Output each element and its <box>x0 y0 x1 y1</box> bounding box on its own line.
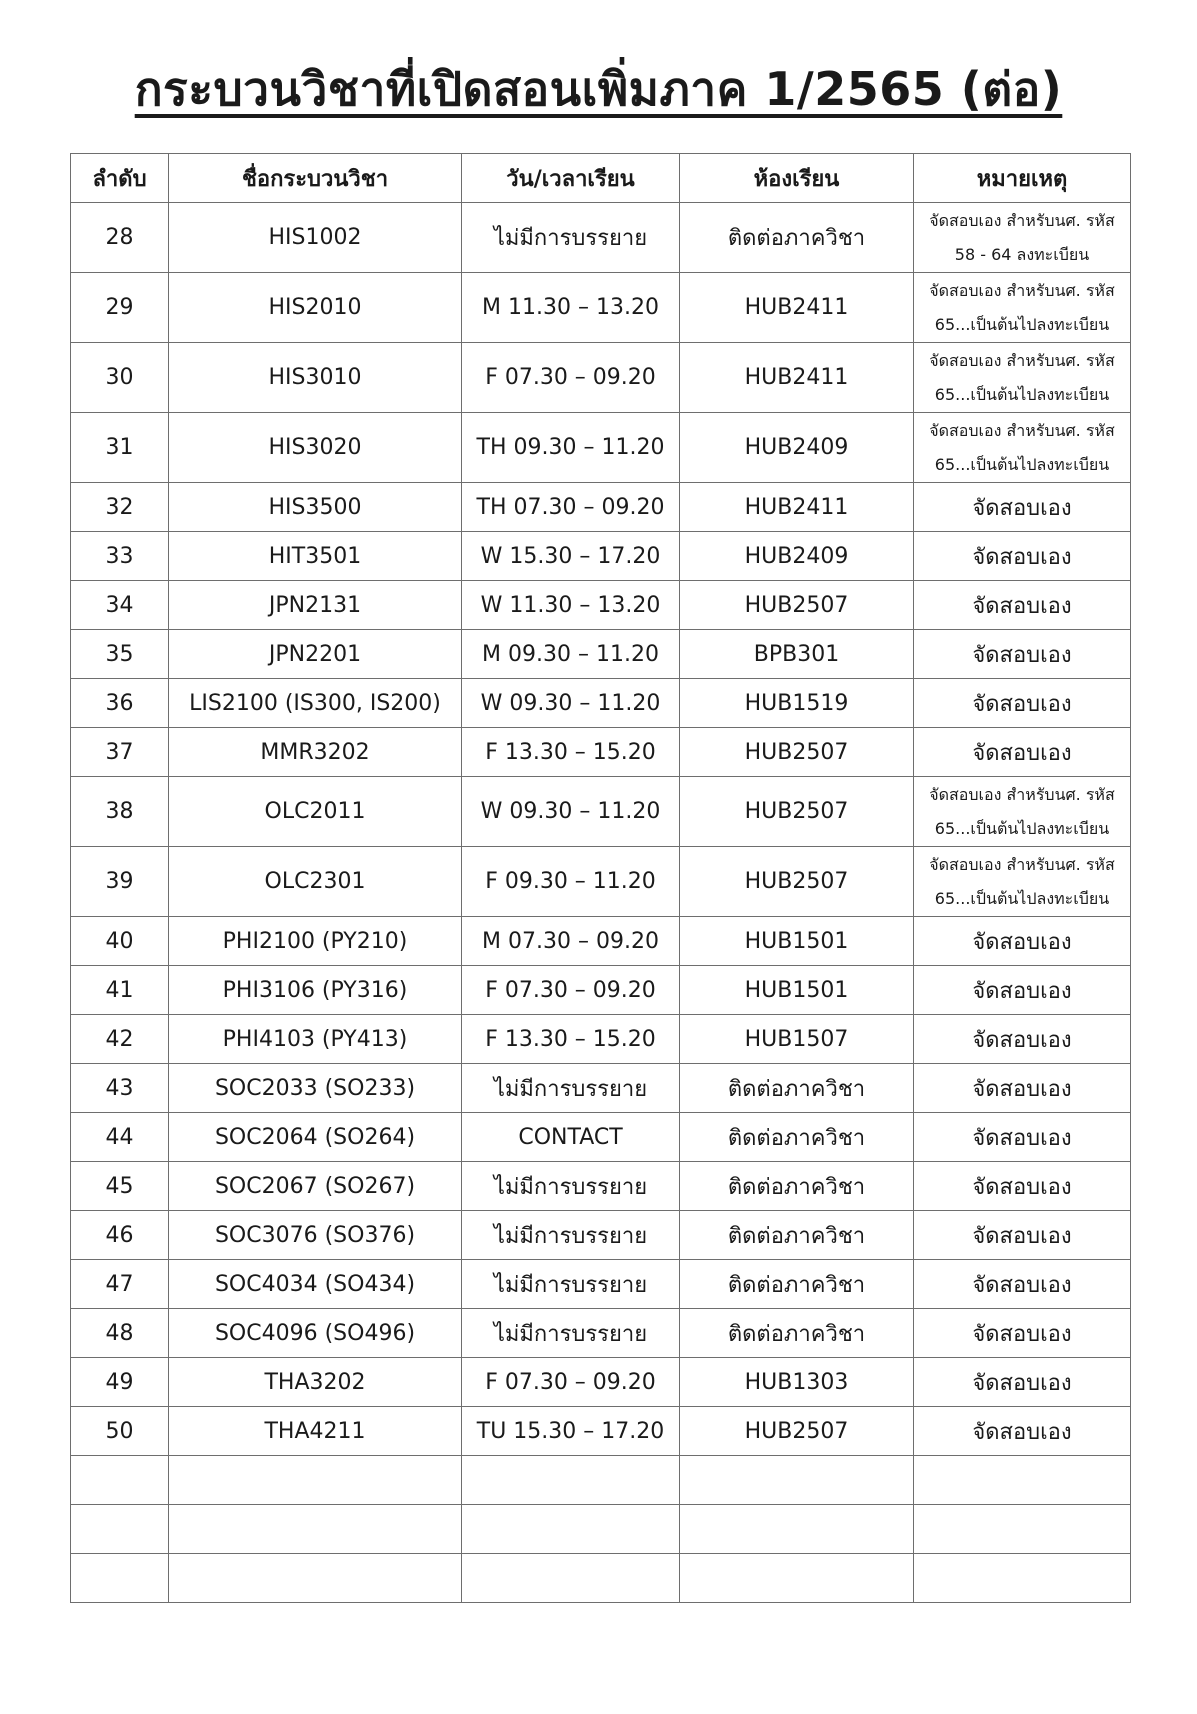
row-order-cell: 36 <box>71 679 169 728</box>
row-room-cell: HUB1303 <box>680 1358 914 1407</box>
row-time-cell: W 09.30 – 11.20 <box>462 777 680 847</box>
row-time-cell: M 09.30 – 11.20 <box>462 630 680 679</box>
row-order-cell: 30 <box>71 343 169 413</box>
table-row <box>71 1211 1131 1260</box>
table-row <box>71 966 1131 1015</box>
row-room-cell: HUB1501 <box>680 917 914 966</box>
table-row <box>71 343 1131 413</box>
row-time-cell: CONTACT <box>462 1113 680 1162</box>
header-day-time: วัน/เวลาเรียน <box>462 154 680 203</box>
row-course-cell <box>169 1505 462 1554</box>
row-remark-cell: จัดสอบเอง <box>914 1211 1131 1260</box>
row-course-cell: SOC3076 (SO376) <box>169 1211 462 1260</box>
table-row <box>71 581 1131 630</box>
course-table <box>70 153 1131 1603</box>
row-course-cell: SOC2064 (SO264) <box>169 1113 462 1162</box>
row-time-cell: F 13.30 – 15.20 <box>462 1015 680 1064</box>
table-row <box>71 1505 1131 1554</box>
row-course-cell: SOC4034 (SO434) <box>169 1260 462 1309</box>
row-remark-cell: จัดสอบเอง สำหรับนศ. รหัส 65...เป็นต้นไปลงทะเบียน <box>914 343 1131 413</box>
row-order-cell: 33 <box>71 532 169 581</box>
table-row <box>71 483 1131 532</box>
table-row <box>71 1309 1131 1358</box>
row-order-cell: 47 <box>71 1260 169 1309</box>
row-remark-cell <box>914 1456 1131 1505</box>
table-row <box>71 1113 1131 1162</box>
header-room: ห้องเรียน <box>680 154 914 203</box>
row-course-cell: PHI2100 (PY210) <box>169 917 462 966</box>
row-remark-cell: จัดสอบเอง <box>914 679 1131 728</box>
row-course-cell <box>169 1554 462 1603</box>
row-course-cell: PHI4103 (PY413) <box>169 1015 462 1064</box>
row-course-cell: OLC2301 <box>169 847 462 917</box>
row-room-cell: ติดต่อภาควิชา <box>680 1211 914 1260</box>
row-room-cell: HUB2411 <box>680 483 914 532</box>
row-time-cell: ไม่มีการบรรยาย <box>462 1162 680 1211</box>
row-room-cell: BPB301 <box>680 630 914 679</box>
row-order-cell: 28 <box>71 203 169 273</box>
row-room-cell: HUB2409 <box>680 413 914 483</box>
row-order-cell <box>71 1554 169 1603</box>
row-room-cell: HUB2507 <box>680 581 914 630</box>
table-row <box>71 777 1131 847</box>
row-time-cell: W 09.30 – 11.20 <box>462 679 680 728</box>
row-time-cell: ไม่มีการบรรยาย <box>462 203 680 273</box>
row-course-cell: THA4211 <box>169 1407 462 1456</box>
row-room-cell: HUB1507 <box>680 1015 914 1064</box>
row-course-cell: SOC2033 (SO233) <box>169 1064 462 1113</box>
row-order-cell: 29 <box>71 273 169 343</box>
row-room-cell: HUB2507 <box>680 777 914 847</box>
row-remark-cell: จัดสอบเอง สำหรับนศ. รหัส 65...เป็นต้นไปลงทะเบียน <box>914 777 1131 847</box>
table-row <box>71 1015 1131 1064</box>
row-course-cell: OLC2011 <box>169 777 462 847</box>
row-order-cell: 46 <box>71 1211 169 1260</box>
row-remark-cell: จัดสอบเอง สำหรับนศ. รหัส 65...เป็นต้นไปลงทะเบียน <box>914 413 1131 483</box>
row-remark-cell: จัดสอบเอง <box>914 1064 1131 1113</box>
row-room-cell: ติดต่อภาควิชา <box>680 1113 914 1162</box>
row-remark-cell: จัดสอบเอง สำหรับนศ. รหัส 65...เป็นต้นไปลงทะเบียน <box>914 847 1131 917</box>
row-course-cell: HIS2010 <box>169 273 462 343</box>
table-row <box>71 1554 1131 1603</box>
row-time-cell <box>462 1554 680 1603</box>
row-course-cell: MMR3202 <box>169 728 462 777</box>
table-row <box>71 847 1131 917</box>
row-time-cell: TH 09.30 – 11.20 <box>462 413 680 483</box>
row-room-cell: HUB2411 <box>680 343 914 413</box>
header-remark: หมายเหตุ <box>914 154 1131 203</box>
row-remark-cell: จัดสอบเอง <box>914 1358 1131 1407</box>
row-room-cell: HUB2507 <box>680 1407 914 1456</box>
page-title <box>0 58 1197 120</box>
row-time-cell: F 09.30 – 11.20 <box>462 847 680 917</box>
row-remark-cell <box>914 1505 1131 1554</box>
row-course-cell: HIS3020 <box>169 413 462 483</box>
table-row <box>71 1162 1131 1211</box>
row-remark-cell: จัดสอบเอง <box>914 630 1131 679</box>
row-room-cell <box>680 1505 914 1554</box>
row-order-cell: 44 <box>71 1113 169 1162</box>
row-remark-cell: จัดสอบเอง <box>914 1309 1131 1358</box>
row-time-cell: ไม่มีการบรรยาย <box>462 1064 680 1113</box>
row-order-cell: 40 <box>71 917 169 966</box>
row-remark-cell: จัดสอบเอง <box>914 1113 1131 1162</box>
row-remark-cell <box>914 1554 1131 1603</box>
row-remark-cell: จัดสอบเอง <box>914 483 1131 532</box>
row-time-cell: F 13.30 – 15.20 <box>462 728 680 777</box>
table-row <box>71 630 1131 679</box>
table-row <box>71 1456 1131 1505</box>
row-room-cell: HUB2409 <box>680 532 914 581</box>
row-room-cell <box>680 1456 914 1505</box>
table-row <box>71 728 1131 777</box>
row-room-cell: ติดต่อภาควิชา <box>680 1064 914 1113</box>
row-course-cell: HIT3501 <box>169 532 462 581</box>
row-order-cell: 42 <box>71 1015 169 1064</box>
row-time-cell: TU 15.30 – 17.20 <box>462 1407 680 1456</box>
table-row <box>71 1407 1131 1456</box>
row-remark-cell: จัดสอบเอง สำหรับนศ. รหัส 65...เป็นต้นไปลงทะเบียน <box>914 273 1131 343</box>
row-order-cell: 43 <box>71 1064 169 1113</box>
table-body <box>71 203 1131 1603</box>
row-room-cell: HUB1519 <box>680 679 914 728</box>
row-order-cell: 41 <box>71 966 169 1015</box>
row-course-cell: SOC2067 (SO267) <box>169 1162 462 1211</box>
row-time-cell <box>462 1505 680 1554</box>
row-course-cell: HIS3010 <box>169 343 462 413</box>
table-row <box>71 679 1131 728</box>
row-time-cell: M 11.30 – 13.20 <box>462 273 680 343</box>
row-room-cell: HUB2411 <box>680 273 914 343</box>
row-remark-cell: จัดสอบเอง สำหรับนศ. รหัส 58 - 64 ลงทะเบียน <box>914 203 1131 273</box>
row-room-cell: HUB2507 <box>680 847 914 917</box>
table-header-row <box>71 154 1131 203</box>
row-order-cell: 38 <box>71 777 169 847</box>
row-remark-cell: จัดสอบเอง <box>914 1260 1131 1309</box>
row-time-cell: ไม่มีการบรรยาย <box>462 1309 680 1358</box>
row-time-cell: ไม่มีการบรรยาย <box>462 1211 680 1260</box>
row-order-cell: 34 <box>71 581 169 630</box>
row-room-cell: HUB1501 <box>680 966 914 1015</box>
row-remark-cell: จัดสอบเอง <box>914 966 1131 1015</box>
row-time-cell: W 11.30 – 13.20 <box>462 581 680 630</box>
row-room-cell: ติดต่อภาควิชา <box>680 203 914 273</box>
row-order-cell: 35 <box>71 630 169 679</box>
row-time-cell: W 15.30 – 17.20 <box>462 532 680 581</box>
row-time-cell: F 07.30 – 09.20 <box>462 1358 680 1407</box>
table-row <box>71 532 1131 581</box>
row-room-cell: ติดต่อภาควิชา <box>680 1162 914 1211</box>
row-time-cell: M 07.30 – 09.20 <box>462 917 680 966</box>
table-row <box>71 273 1131 343</box>
row-remark-cell: จัดสอบเอง <box>914 917 1131 966</box>
row-time-cell: ไม่มีการบรรยาย <box>462 1260 680 1309</box>
row-time-cell: F 07.30 – 09.20 <box>462 343 680 413</box>
row-course-cell: JPN2131 <box>169 581 462 630</box>
header-order: ลำดับ <box>71 154 169 203</box>
row-order-cell: 48 <box>71 1309 169 1358</box>
row-course-cell: PHI3106 (PY316) <box>169 966 462 1015</box>
row-time-cell: F 07.30 – 09.20 <box>462 966 680 1015</box>
row-course-cell: HIS3500 <box>169 483 462 532</box>
row-remark-cell: จัดสอบเอง <box>914 728 1131 777</box>
table-row <box>71 413 1131 483</box>
row-order-cell: 32 <box>71 483 169 532</box>
table-row <box>71 1260 1131 1309</box>
row-course-cell: HIS1002 <box>169 203 462 273</box>
row-course-cell: JPN2201 <box>169 630 462 679</box>
page-title-text: กระบวนวิชาที่เปิดสอนเพิ่มภาค 1/2565 (ต่อ) <box>134 62 1063 116</box>
row-order-cell: 39 <box>71 847 169 917</box>
table-row <box>71 917 1131 966</box>
row-room-cell: ติดต่อภาควิชา <box>680 1260 914 1309</box>
row-course-cell: LIS2100 (IS300, IS200) <box>169 679 462 728</box>
row-order-cell <box>71 1456 169 1505</box>
row-course-cell: SOC4096 (SO496) <box>169 1309 462 1358</box>
row-remark-cell: จัดสอบเอง <box>914 532 1131 581</box>
row-remark-cell: จัดสอบเอง <box>914 1407 1131 1456</box>
row-room-cell: ติดต่อภาควิชา <box>680 1309 914 1358</box>
table-row <box>71 1064 1131 1113</box>
row-order-cell: 45 <box>71 1162 169 1211</box>
row-order-cell: 49 <box>71 1358 169 1407</box>
table-row <box>71 203 1131 273</box>
row-remark-cell: จัดสอบเอง <box>914 1162 1131 1211</box>
row-remark-cell: จัดสอบเอง <box>914 1015 1131 1064</box>
row-room-cell <box>680 1554 914 1603</box>
row-order-cell: 37 <box>71 728 169 777</box>
row-course-cell <box>169 1456 462 1505</box>
row-room-cell: HUB2507 <box>680 728 914 777</box>
row-order-cell: 31 <box>71 413 169 483</box>
row-time-cell: TH 07.30 – 09.20 <box>462 483 680 532</box>
header-course-name: ชื่อกระบวนวิชา <box>169 154 462 203</box>
row-time-cell <box>462 1456 680 1505</box>
row-course-cell: THA3202 <box>169 1358 462 1407</box>
row-remark-cell: จัดสอบเอง <box>914 581 1131 630</box>
row-order-cell: 50 <box>71 1407 169 1456</box>
table-row <box>71 1358 1131 1407</box>
row-order-cell <box>71 1505 169 1554</box>
